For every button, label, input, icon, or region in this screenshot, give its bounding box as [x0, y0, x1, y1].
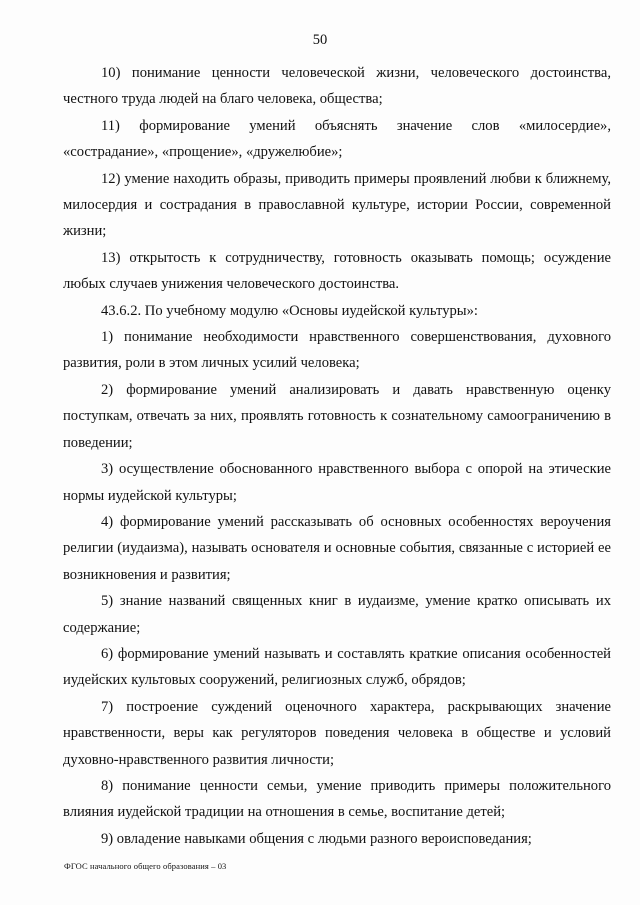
paragraph-item-3: 3) осуществление обоснованного нравственного выбора с опорой на этические нормы иудейской культуры; — [63, 461, 611, 504]
paragraph-item-8: 8) понимание ценности семьи, умение приводить примеры положительного влияния иудейской традиции на отношения в семье, воспитание детей; — [63, 777, 611, 821]
footer-note: ФГОС начального общего образования – 03 — [64, 861, 227, 871]
paragraph-item-9: 9) овладение навыками общения с людьми разного вероисповедания; — [101, 830, 532, 847]
paragraph-item-1: 1) понимание необходимости нравственного совершенствования, духовного развития, роли в этом личных усилий человека; — [63, 329, 611, 372]
paragraph-item-4: 4) формирование умений рассказывать об основных особенностях вероучения религии (иудаизма), называть основателя и основные события, связанные с историей ее возникновения и развития; — [63, 513, 611, 583]
paragraph-item-2: 2) формирование умений анализировать и давать нравственную оценку поступкам, отвечать за них, проявлять готовность к сознательному самоограничению в поведении; — [63, 381, 611, 451]
section-heading: 43.6.2. По учебному модулю «Основы иудейской культуры»: — [101, 302, 478, 319]
paragraph-item-11: 11) формирование умений объяснять значение слов «милосердие», «сострадание», «прощение», «дружелюбие»; — [63, 117, 611, 161]
page-number: 50 — [312, 32, 328, 48]
paragraph-item-13: 13) открытость к сотрудничеству, готовность оказывать помощь; осуждение любых случаев унижения человеческого достоинства. — [63, 249, 611, 293]
paragraph-item-6: 6) формирование умений называть и составлять краткие описания особенностей иудейских культовых сооружений, религиозных служб, обрядов; — [63, 645, 611, 689]
paragraph-item-10: 10) понимание ценности человеческой жизни, человеческого достоинства, честного труда людей на благо человека, общества; — [63, 65, 611, 108]
paragraph-item-12: 12) умение находить образы, приводить примеры проявлений любви к ближнему, милосердия и сострадания в православной культуре, истории России, современной жизни; — [63, 170, 611, 240]
body-text — [63, 60, 611, 852]
paragraph-item-5: 5) знание названий священных книг в иудаизме, умение кратко описывать их содержание; — [63, 593, 611, 636]
paragraph-item-7: 7) построение суждений оценочного характера, раскрывающих значение нравственности, веры как регуляторов поведения человека в обществе и условий духовно-нравственного развития личности; — [63, 698, 611, 768]
